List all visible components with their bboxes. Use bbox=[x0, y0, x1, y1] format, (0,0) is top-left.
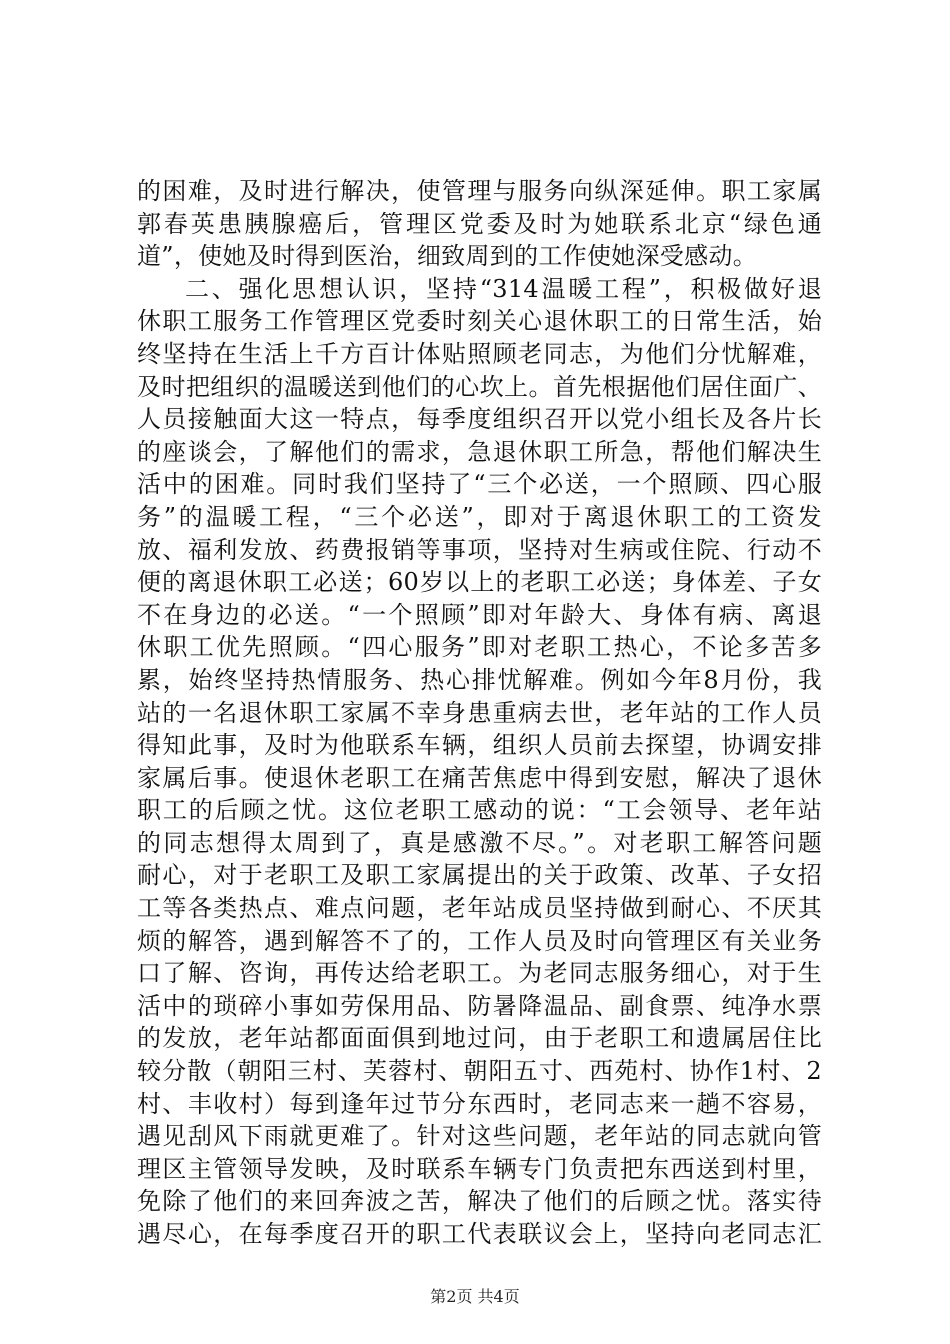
text-line-15: 休职工优先照顾。“四心服务”即对老职工热心，不论多苦多 bbox=[137, 633, 822, 662]
document-body bbox=[137, 175, 822, 1251]
text-line-24: 烦的解答，遇到解答不了的，工作人员及时向管理区有关业务 bbox=[137, 926, 822, 955]
text-line-14: 不在身边的必送。“一个照顾”即对年龄大、身体有病、离退 bbox=[137, 600, 822, 629]
text-line-16: 累，始终坚持热情服务、热心排忧解难。例如今年8月份，我 bbox=[137, 665, 822, 694]
text-line-13: 便的离退休职工必送；60岁以上的老职工必送；身体差、子女 bbox=[137, 568, 822, 597]
text-line-25: 口了解、咨询，再传达给老职工。为老同志服务细心，对于生 bbox=[137, 959, 822, 988]
text-line-10: 活中的困难。同时我们坚持了“三个必送，一个照顾、四心服 bbox=[137, 470, 822, 499]
text-line-31: 理区主管领导发映，及时联系车辆专门负责把东西送到村里， bbox=[137, 1154, 822, 1183]
text-line-8: 人员接触面大这一特点，每季度组织召开以党小组长及各片长 bbox=[137, 405, 822, 434]
text-line-28: 较分散（朝阳三村、芙蓉村、朝阳五寸、西苑村、协作1村、2 bbox=[137, 1057, 822, 1086]
text-line-5: 休职工服务工作管理区党委时刻关心退休职工的日常生活，始 bbox=[137, 307, 822, 336]
text-line-3: 道”，使她及时得到医治，细致周到的工作使她深受感动。 bbox=[137, 242, 758, 271]
text-line-7: 及时把组织的温暖送到他们的心坎上。首先根据他们居住面广、 bbox=[137, 372, 822, 401]
text-line-1: 的困难，及时进行解决，使管理与服务向纵深延伸。职工家属 bbox=[137, 177, 822, 205]
text-line-30: 遇见刮风下雨就更难了。针对这些问题，老年站的同志就向管 bbox=[137, 1122, 822, 1151]
text-line-33: 遇尽心，在每季度召开的职工代表联议会上，坚持向老同志汇 bbox=[137, 1220, 822, 1248]
text-line-17: 站的一名退休职工家属不幸身患重病去世，老年站的工作人员 bbox=[137, 698, 822, 727]
text-line-19: 家属后事。使退休老职工在痛苦焦虑中得到安慰，解决了退休 bbox=[137, 763, 822, 792]
text-line-2: 郭春英患胰腺癌后，管理区党委及时为她联系北京“绿色通 bbox=[137, 209, 822, 238]
text-line-6: 终坚持在生活上千方百计体贴照顾老同志，为他们分忧解难， bbox=[137, 339, 822, 368]
text-line-21: 的同志想得太周到了，真是感激不尽。”。对老职工解答问题 bbox=[137, 828, 822, 857]
text-line-4: 二、强化思想认识，坚持“314温暖工程”，积极做好退 bbox=[185, 274, 822, 303]
text-line-27: 的发放，老年站都面面俱到地过问，由于老职工和遗属居住比 bbox=[137, 1024, 822, 1053]
text-line-18: 得知此事，及时为他联系车辆，组织人员前去探望，协调安排 bbox=[137, 731, 822, 760]
text-line-20: 职工的后顾之忧。这位老职工感动的说：“工会领导、老年站 bbox=[137, 796, 822, 825]
page-number: 第2页 共4页 bbox=[430, 1287, 520, 1306]
page-footer bbox=[0, 1284, 950, 1307]
text-line-12: 放、福利发放、药费报销等事项，坚持对生病或住院、行动不 bbox=[137, 535, 822, 564]
text-line-32: 免除了他们的来回奔波之苦，解决了他们的后顾之忧。落实待 bbox=[137, 1187, 822, 1216]
text-line-26: 活中的琐碎小事如劳保用品、防暑降温品、副食票、纯净水票 bbox=[137, 991, 822, 1020]
text-line-9: 的座谈会，了解他们的需求，急退休职工所急，帮他们解决生 bbox=[137, 437, 822, 466]
text-line-29: 村、丰收村）每到逢年过节分东西时，老同志来一趟不容易， bbox=[137, 1089, 822, 1118]
text-line-22: 耐心，对于老职工及职工家属提出的关于政策、改革、子女招 bbox=[137, 861, 822, 890]
text-line-11: 务”的温暖工程，“三个必送”，即对于离退休职工的工资发 bbox=[137, 502, 822, 531]
text-line-23: 工等各类热点、难点问题，老年站成员坚持做到耐心、不厌其 bbox=[137, 894, 822, 923]
